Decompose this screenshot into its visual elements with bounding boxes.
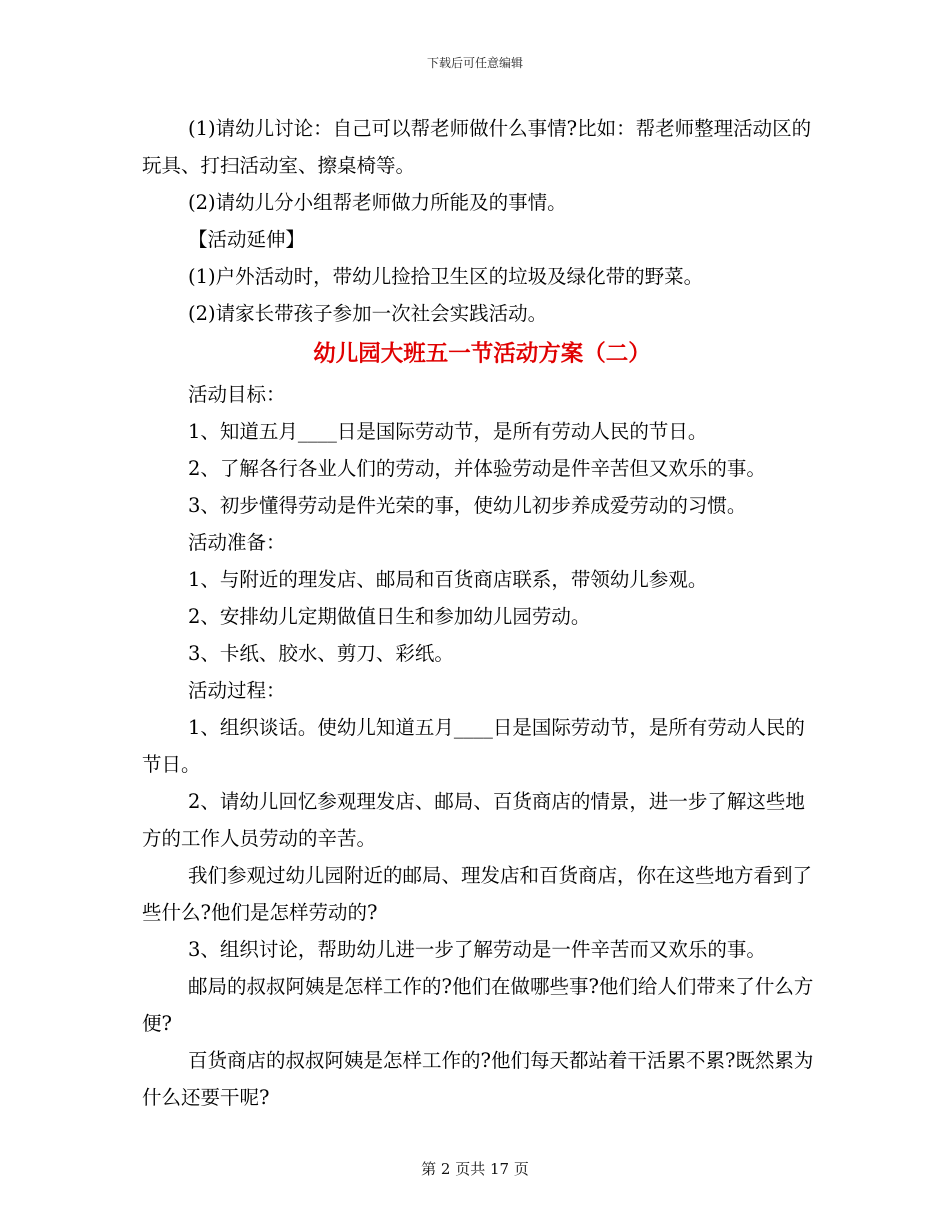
paragraph: 百货商店的叔叔阿姨是怎样工作的?他们每天都站着干活累不累?既然累为什么还要干呢? <box>142 1049 814 1109</box>
paragraph: 1、与附近的理发店、邮局和百货商店联系，带领幼儿参观。 <box>188 568 708 591</box>
paragraph: 1、组织谈话。使幼儿知道五月____日是国际劳动节，是所有劳动人民的节日。 <box>142 716 805 776</box>
paragraph: 2、安排幼儿定期做值日生和参加幼儿园劳动。 <box>188 605 591 628</box>
section-heading: 活动过程： <box>188 679 286 702</box>
document-body <box>142 110 822 1116</box>
paragraph: 3、初步懂得劳动是件光荣的事，使幼儿初步养成爱劳动的习惯。 <box>188 494 747 517</box>
paragraph: 2、请幼儿回忆参观理发店、邮局、百货商店的情景，进一步了解这些地方的工作人员劳动的辛苦。 <box>142 790 805 850</box>
page-header: 下载后可任意编辑 <box>426 56 523 70</box>
page-footer: 第 2 页共 17 页 <box>421 1160 529 1178</box>
paragraph: (1)请幼儿讨论：自己可以帮老师做什么事情?比如：帮老师整理活动区的玩具、打扫活动室、擦桌椅等。 <box>142 117 812 177</box>
paragraph: (2)请幼儿分小组帮老师做力所能及的事情。 <box>188 191 567 214</box>
section-heading: 活动目标： <box>188 383 286 406</box>
paragraph: 2、了解各行各业人们的劳动，并体验劳动是件辛苦但又欢乐的事。 <box>188 457 766 480</box>
section-heading: 【活动延伸】 <box>188 228 306 251</box>
section-heading: 活动准备： <box>188 531 286 554</box>
paragraph: 1、知道五月____日是国际劳动节，是所有劳动人民的节日。 <box>188 420 708 443</box>
paragraph: 邮局的叔叔阿姨是怎样工作的?他们在做哪些事?他们给人们带来了什么方便? <box>142 975 814 1035</box>
document-title: 幼儿园大班五一节活动方案（二） <box>313 341 651 367</box>
paragraph: (1)户外活动时，带幼儿捡拾卫生区的垃圾及绿化带的野菜。 <box>188 265 704 288</box>
paragraph: (2)请家长带孩子参加一次社会实践活动。 <box>188 302 548 325</box>
paragraph: 3、组织讨论，帮助幼儿进一步了解劳动是一件辛苦而又欢乐的事。 <box>188 938 766 961</box>
paragraph: 我们参观过幼儿园附近的邮局、理发店和百货商店，你在这些地方看到了些什么?他们是怎样劳动的? <box>142 864 813 924</box>
paragraph: 3、卡纸、胶水、剪刀、彩纸。 <box>188 642 454 665</box>
